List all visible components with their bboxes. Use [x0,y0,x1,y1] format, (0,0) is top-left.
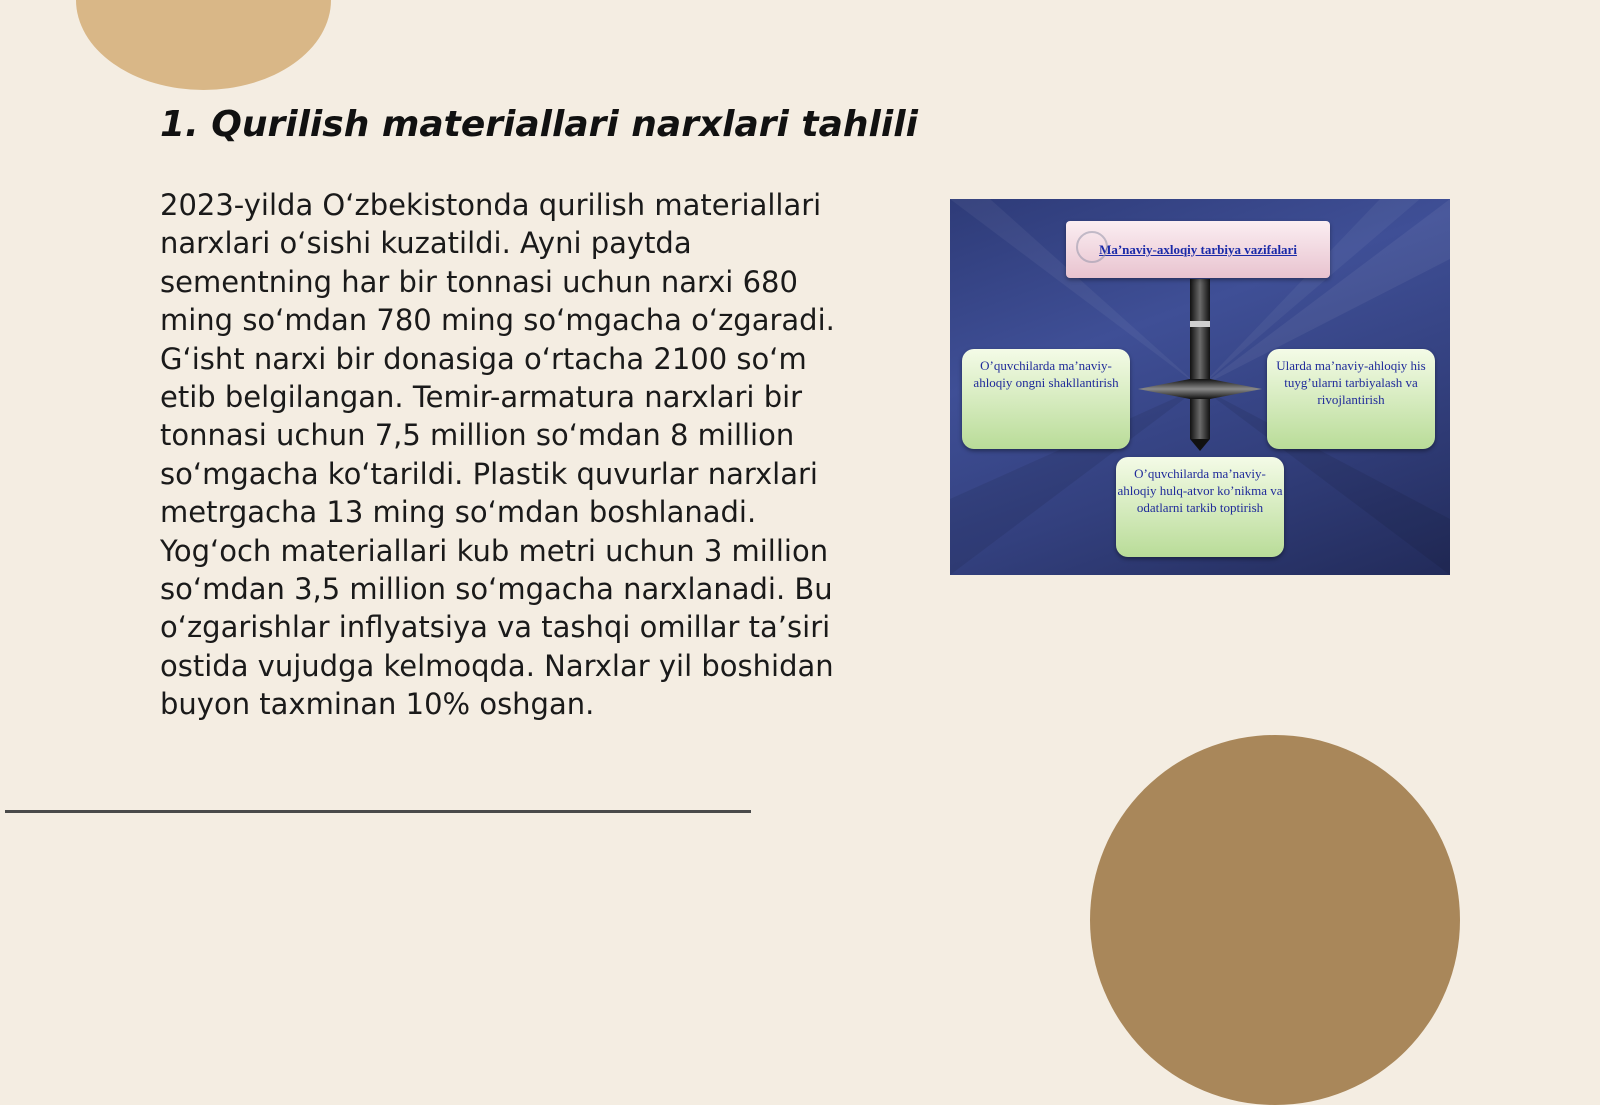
embedded-diagram-image [950,199,1450,575]
diagram-box-right: Ularda ma’naviy-ahloqiy his tuyg’ularni tarbiyalash va rivojlantirish [1267,349,1435,449]
diagram-title-box: Ma’naviy-axloqiy tarbiya vazifalari [1066,221,1330,278]
decorative-circle-top [76,0,331,90]
body-paragraph: 2023-yilda O‘zbekistonda qurilish materiallari narxlari o‘sishi kuzatildi. Ayni paytda sementning har bir tonnasi uchun narxi 680 ming so‘mdan 780 ming so‘mgacha o‘zgaradi. G‘isht narxi bir donasiga o‘rtacha 2100 so‘m etib belgilangan. Temir-armatura narxlari bir tonnasi uchun 7,5 million so‘mdan 8 million so‘mgacha ko‘tarildi. Plastik quvurlar narxlari metrgacha 13 ming so‘mdan boshlanadi. Yog‘och materiallari kub metri uchun 3 million so‘mdan 3,5 million so‘mgacha narxlanadi. Bu o‘zgarishlar inflyatsiya va tashqi omillar ta’siri ostida vujudga kelmoqda. Narxlar yil boshidan buyon taxminan 10% oshgan. [160,188,835,722]
decorative-circle-bottom [1090,735,1460,1105]
diagram-box-left: O’quvchilarda ma’naviy-ahloqiy ongni shakllantirish [962,349,1130,449]
magnifier-icon [1076,231,1108,263]
page-title: 1. Qurilish materiallari narxlari tahlili [160,104,918,145]
divider-line [5,810,751,813]
diagram-box-bottom: O’quvchilarda ma’naviy-ahloqiy hulq-atvor ko’nikma va odatlarni tarkib toptirish [1116,457,1284,557]
